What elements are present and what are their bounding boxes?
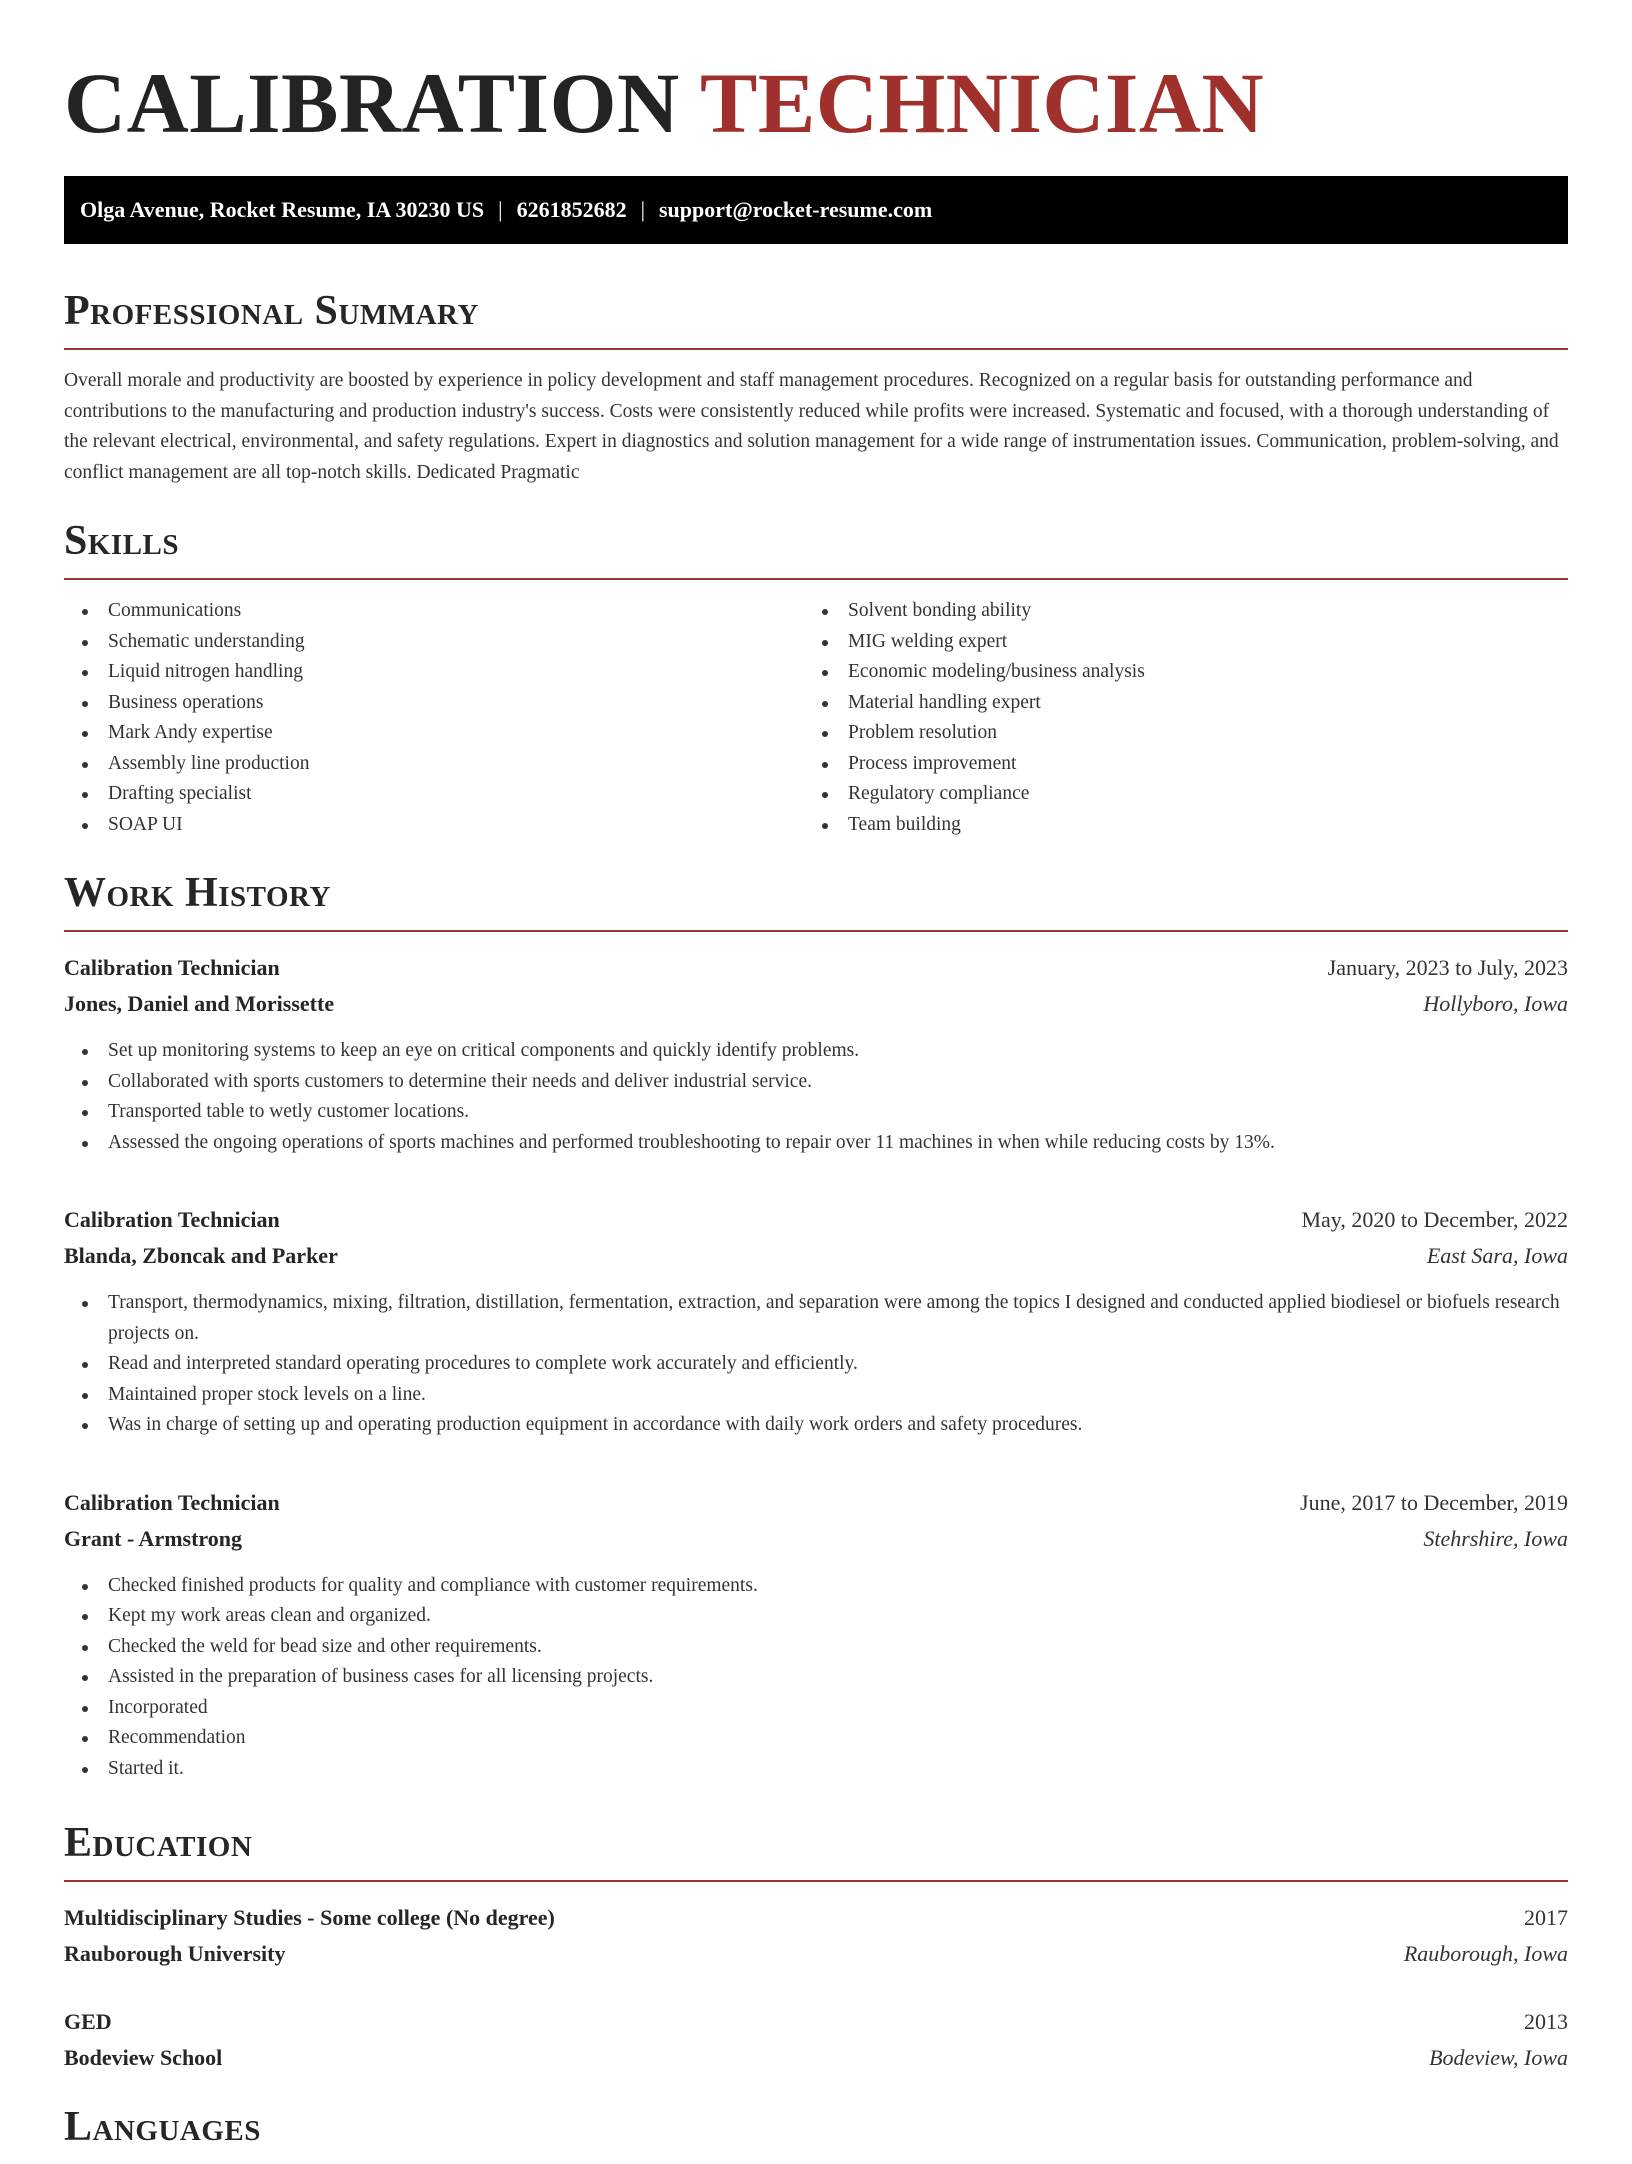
skill-item: Solvent bonding ability (804, 596, 1544, 627)
section-heading-languages: Languages (64, 2104, 261, 2150)
title-part-2: TECHNICIAN (700, 55, 1265, 151)
education-year: 2017 (1524, 1905, 1568, 1930)
job-entry (64, 1202, 1568, 1441)
education-year: 2013 (1524, 2009, 1568, 2034)
skill-item: Schematic understanding (64, 627, 804, 658)
job-company-row (64, 1238, 1568, 1274)
job-bullet: Read and interpreted standard operating procedures to complete work accurately and efficiently. (64, 1349, 1568, 1380)
resume-title (64, 0, 1568, 151)
job-bullet: Started it. (64, 1754, 1568, 1785)
education-entry (64, 1900, 1568, 1972)
education-school-row (64, 1936, 1568, 1972)
job-bullets (64, 1036, 1568, 1158)
education-entry (64, 2004, 1568, 2076)
contact-separator: | (640, 197, 645, 222)
job-bullet: Assisted in the preparation of business cases for all licensing projects. (64, 1662, 1568, 1693)
job-company: Jones, Daniel and Morissette (64, 991, 335, 1016)
skill-item: Liquid nitrogen handling (64, 657, 804, 688)
job-bullet: Transport, thermodynamics, mixing, filtration, distillation, fermentation, extraction, and separation were among the topics I designed and conducted applied biodiesel or biofuels research projects on. (64, 1288, 1568, 1349)
section-heading-work-history: Work History (64, 868, 1568, 932)
job-bullets (64, 1571, 1568, 1785)
education-degree-row (64, 1900, 1568, 1936)
section-heading-summary: Professional Summary (64, 286, 1568, 350)
job-bullets (64, 1288, 1568, 1441)
skill-item: MIG welding expert (804, 627, 1544, 658)
education-degree: Multidisciplinary Studies - Some college (No degree) (64, 1905, 555, 1930)
job-bullet: Set up monitoring systems to keep an eye on critical components and quickly identify problems. (64, 1036, 1568, 1067)
job-bullet: Checked finished products for quality and compliance with customer requirements. (64, 1571, 1568, 1602)
contact-separator: | (498, 197, 503, 222)
skills-list-left (64, 596, 804, 840)
job-location: East Sara, Iowa (1426, 1243, 1568, 1268)
job-bullet: Recommendation (64, 1723, 1568, 1754)
education-location: Bodeview, Iowa (1429, 2045, 1568, 2070)
skill-item: Business operations (64, 688, 804, 719)
job-title: Calibration Technician (64, 955, 280, 980)
job-dates: January, 2023 to July, 2023 (1327, 955, 1568, 980)
skill-item: Drafting specialist (64, 779, 804, 810)
skill-item: Problem resolution (804, 718, 1544, 749)
section-heading-education: Education (64, 1818, 1568, 1882)
job-bullet: Incorporated (64, 1693, 1568, 1724)
skill-item: Regulatory compliance (804, 779, 1544, 810)
job-dates: May, 2020 to December, 2022 (1301, 1207, 1568, 1232)
education-degree: GED (64, 2009, 112, 2034)
contact-address: Olga Avenue, Rocket Resume, IA 30230 US (80, 197, 485, 222)
skills-list-right (804, 596, 1544, 840)
skills-grid (64, 596, 1568, 840)
job-header-row (64, 950, 1568, 986)
job-company-row (64, 986, 1568, 1022)
job-header-row (64, 1485, 1568, 1521)
job-title: Calibration Technician (64, 1207, 280, 1232)
job-location: Hollyboro, Iowa (1423, 991, 1568, 1016)
skill-item: Assembly line production (64, 749, 804, 780)
job-bullet: Kept my work areas clean and organized. (64, 1601, 1568, 1632)
skill-item: SOAP UI (64, 810, 804, 841)
education-degree-row (64, 2004, 1568, 2040)
resume-page (64, 0, 1568, 2164)
job-bullet: Assessed the ongoing operations of sports machines and performed troubleshooting to repair over 11 machines in when while reducing costs by 13%. (64, 1128, 1568, 1159)
job-dates: June, 2017 to December, 2019 (1300, 1489, 1568, 1515)
job-bullet: Maintained proper stock levels on a line. (64, 1380, 1568, 1411)
skill-item: Economic modeling/business analysis (804, 657, 1544, 688)
job-header-row (64, 1202, 1568, 1238)
job-bullet: Checked the weld for bead size and other requirements. (64, 1632, 1568, 1663)
job-bullet: Collaborated with sports customers to determine their needs and deliver industrial service. (64, 1067, 1568, 1098)
skill-item: Mark Andy expertise (64, 718, 804, 749)
education-school: Bodeview School (64, 2045, 223, 2070)
job-location: Stehrshire, Iowa (1423, 1525, 1568, 1551)
summary-text: Overall morale and productivity are boosted by experience in policy development and staff management procedures. Recognized on a regular basis for outstanding performance and contributions to the manufacturing and production industry's success. Costs were consistently reduced while profits were increased. Systematic and focused, with a thorough understanding of the relevant electrical, environmental, and safety regulations. Expert in diagnostics and solution management for a wide range of instrumentation issues. Communication, problem-solving, and conflict management are all top-notch skills. Dedicated Pragmatic (64, 370, 1559, 483)
education-location: Rauborough, Iowa (1403, 1941, 1568, 1966)
job-entry (64, 950, 1568, 1158)
job-company: Blanda, Zboncak and Parker (64, 1243, 338, 1268)
contact-bar (64, 176, 1568, 244)
job-company-row (64, 1521, 1568, 1557)
job-title: Calibration Technician (64, 1489, 280, 1515)
skill-item: Material handling expert (804, 688, 1544, 719)
skill-item: Process improvement (804, 749, 1544, 780)
job-bullet: Transported table to wetly customer locations. (64, 1097, 1568, 1128)
skill-item: Team building (804, 810, 1544, 841)
education-school: Rauborough University (64, 1941, 286, 1966)
contact-phone[interactable]: 6261852682 (516, 197, 627, 222)
section-heading-skills: Skills (64, 516, 1568, 580)
skill-item: Communications (64, 596, 804, 627)
contact-email[interactable]: support@rocket-resume.com (658, 197, 933, 222)
title-part-1: CALIBRATION (64, 55, 680, 151)
job-bullet: Was in charge of setting up and operating production equipment in accordance with daily work orders and safety procedures. (64, 1410, 1568, 1441)
education-school-row (64, 2040, 1568, 2076)
job-company: Grant - Armstrong (64, 1525, 243, 1551)
job-entry (64, 1485, 1568, 1785)
